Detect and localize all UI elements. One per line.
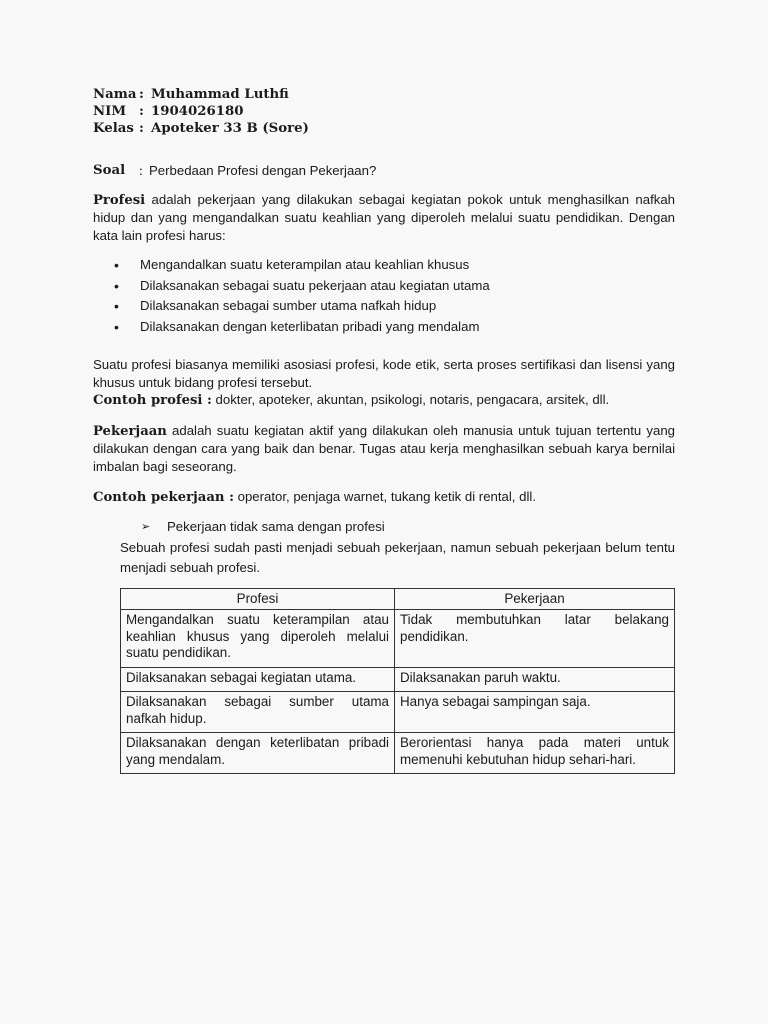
table-row xyxy=(121,692,675,733)
profesi-criteria-list xyxy=(93,255,675,337)
document-page xyxy=(93,86,675,774)
soal-row xyxy=(93,162,675,180)
list-item: • Dilaksanakan sebagai sumber utama nafkah hidup xyxy=(93,296,675,317)
student-info xyxy=(93,86,675,137)
colon: : xyxy=(139,87,144,102)
table-cell: Dilaksanakan sebagai sumber utama nafkah hidup. xyxy=(121,692,395,733)
comparison-heading: Pekerjaan tidak sama dengan profesi xyxy=(167,518,385,534)
pekerjaan-example-text: operator, penjaga warnet, tukang ketik di rental, dll. xyxy=(233,489,536,504)
profesi-definition-text: adalah pekerjaan yang dilakukan sebagai kegiatan pokok untuk menghasilkan nafkah hidup dan yang mengandalkan suatu keahlian yang diperoleh melalui suatu pendidikan. Dengan kata lain profesi harus: xyxy=(93,191,675,243)
colon: : xyxy=(139,121,144,136)
pekerjaan-term: Pekerjaan xyxy=(93,423,167,439)
nama-label: Nama xyxy=(93,87,137,102)
table-cell: Dilaksanakan sebagai kegiatan utama. xyxy=(121,667,395,692)
table-cell: Hanya sebagai sampingan saja. xyxy=(395,692,675,733)
pekerjaan-example xyxy=(93,488,675,507)
pekerjaan-definition xyxy=(93,422,675,476)
kelas-label: Kelas xyxy=(93,121,134,136)
profesi-term: Profesi xyxy=(93,192,146,208)
profesi-example xyxy=(93,391,675,410)
profesi-example-label: Contoh profesi : xyxy=(93,393,212,408)
soal-colon: : xyxy=(139,163,143,178)
colon: : xyxy=(139,104,144,119)
nim-label: NIM xyxy=(93,104,127,119)
table-cell: Mengandalkan suatu keterampilan atau keahlian khusus yang diperoleh melalui suatu pendidikan. xyxy=(121,610,395,668)
profesi-note: Suatu profesi biasanya memiliki asosiasi profesi, kode etik, serta proses sertifikasi dan lisensi yang khusus untuk bidang profesi tersebut. xyxy=(93,357,675,390)
arrow-bullet-icon: ➢ xyxy=(141,520,151,533)
comparison-heading-item xyxy=(93,518,675,536)
profesi-definition xyxy=(93,191,675,245)
comparison-table xyxy=(120,588,675,775)
nama-row xyxy=(93,86,675,103)
pekerjaan-example-label: Contoh pekerjaan : xyxy=(93,490,234,505)
soal-label: Soal xyxy=(93,163,126,178)
profesi-example-text: dokter, apoteker, akuntan, psikologi, notaris, pengacara, arsitek, dll. xyxy=(211,392,610,407)
table-header-row xyxy=(121,588,675,610)
list-item: • Dilaksanakan sebagai suatu pekerjaan atau kegiatan utama xyxy=(93,276,675,297)
list-item: • Mengandalkan suatu keterampilan atau keahlian khusus xyxy=(93,255,675,276)
list-item: • Dilaksanakan dengan keterlibatan pribadi yang mendalam xyxy=(93,317,675,338)
comparison-intro: Sebuah profesi sudah pasti menjadi sebuah pekerjaan, namun sebuah pekerjaan belum tentu menjadi sebuah profesi. xyxy=(120,539,675,575)
table-cell: Dilaksanakan dengan keterlibatan pribadi yang mendalam. xyxy=(121,733,395,774)
nama-value: Muhammad Luthfi xyxy=(151,87,289,102)
table-row xyxy=(121,733,675,774)
table-header-profesi: Profesi xyxy=(121,588,395,610)
pekerjaan-definition-text: adalah suatu kegiatan aktif yang dilakukan oleh manusia untuk tujuan tertentu yang dilakukan dengan cara yang baik dan benar. Tugas atau kerja menghasilkan sebuah karya bernilai imbalan bagi seseorang. xyxy=(93,422,675,474)
table-cell: Dilaksanakan paruh waktu. xyxy=(395,667,675,692)
table-header-pekerjaan: Pekerjaan xyxy=(395,588,675,610)
kelas-row xyxy=(93,120,675,137)
soal-question: Perbedaan Profesi dengan Pekerjaan? xyxy=(149,163,377,178)
table-row xyxy=(121,610,675,668)
kelas-value: Apoteker 33 B (Sore) xyxy=(151,121,309,136)
table-cell: Berorientasi hanya pada materi untuk memenuhi kebutuhan hidup sehari-hari. xyxy=(395,733,675,774)
nim-row xyxy=(93,103,675,120)
table-row xyxy=(121,667,675,692)
table-cell: Tidak membutuhkan latar belakang pendidikan. xyxy=(395,610,675,668)
nim-value: 1904026180 xyxy=(151,104,244,119)
